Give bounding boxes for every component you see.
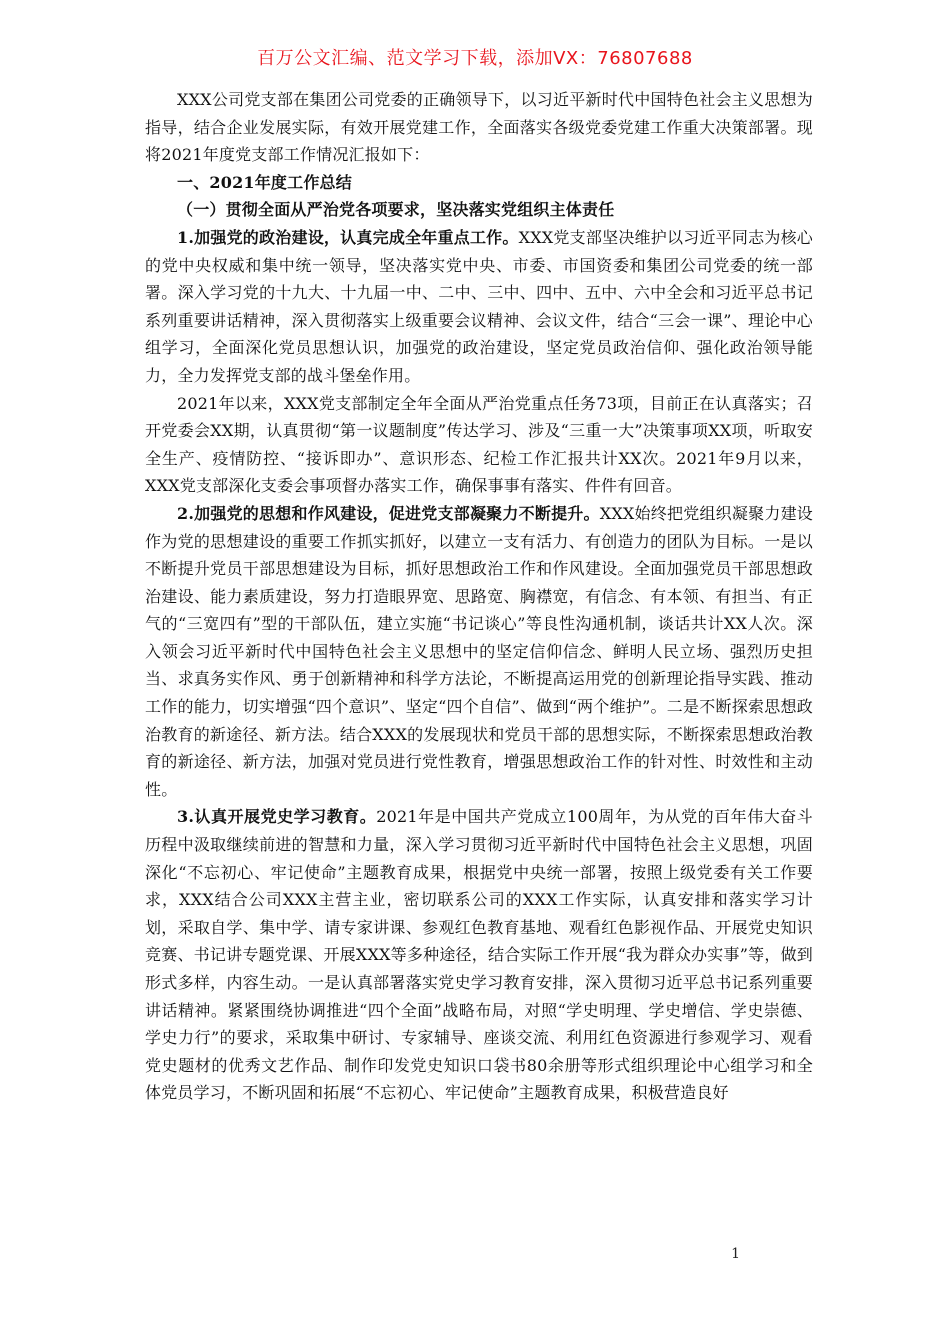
document-body: [145, 86, 813, 1107]
item3-lead: 3.认真开展党史学习教育。: [177, 807, 377, 827]
item2-lead: 2.加强党的思想和作风建设，促进党支部凝聚力不断提升。: [177, 503, 600, 523]
item2-paragraph: [145, 500, 813, 804]
header-banner: 百万公文汇编、范文学习下载，添加VX：76807688: [257, 48, 693, 69]
item3-body: 2021年是中国共产党成立100周年，为从党的百年伟大奋斗历程中汲取继续前进的智慧和力量，深入学习贯彻习近平新时代中国特色社会主义思想，巩固深化“不忘初心、牢记使命”主题教育成果，根据党中央统一部署，按照上级党委有关工作要求，XXX结合公司XXX主营主业，密切联系公司的XXX工作实际，认真安排和落实学习计划，采取自学、集中学、请专家讲课、参观红色教育基地、观看红色影视作品、开展党史知识竞赛、书记讲专题党课、开展XXX等多种途径，结合实际工作开展“我为群众办实事”等，做到形式多样，内容生动。一是认真部署落实党史学习教育安排，深入贯彻习近平总书记系列重要讲话精神。紧紧围绕协调推进“四个全面”战略布局，对照“学史明理、学史增信、学史崇德、学史力行”的要求，采取集中研讨、专家辅导、座谈交流、利用红色资源进行参观学习、观看党史题材的优秀文艺作品、制作印发党史知识口袋书80余册等形式组织理论中心组学习和全体党员学习，不断巩固和拓展“不忘初心、牢记使命”主题教育成果，积极营造良好: [145, 807, 813, 1103]
subsection-heading: （一）贯彻全面从严治党各项要求，坚决落实党组织主体责任: [177, 200, 615, 220]
item2-body: XXX始终把党组织凝聚力建设作为党的思想建设的重要工作抓实抓好，以建立一支有活力、有创造力的团队为目标。一是以不断提升党员干部思想建设为目标，抓好思想政治工作和作风建设。全面加强党员干部思想政治建设、能力素质建设，努力打造眼界宽、思路宽、胸襟宽，有信念、有本领、有担当、有正气的“三宽四有”型的干部队伍，建立实施“书记谈心”等良性沟通机制，谈话共计XX人次。深入领会习近平新时代中国特色社会主义思想中的坚定信仰信念、鲜明人民立场、强烈历史担当、求真务实作风、勇于创新精神和科学方法论，不断提高运用党的创新理论指导实践、推动工作的能力，切实增强“四个意识”、坚定“四个自信”、做到“两个维护”。二是不断探索思想政治教育的新途径、新方法。结合XXX的发展现状和党员干部的思想实际，不断探索思想政治教育的新途径、新方法，加强对党员进行党性教育，增强思想政治工作的针对性、时效性和主动性。: [145, 503, 813, 799]
item1-lead: 1.加强党的政治建设，认真完成全年重点工作。: [177, 227, 519, 247]
item1-paragraph-2: 2021年以来，XXX党支部制定全年全面从严治党重点任务73项，目前正在认真落实；召开党委会XX期，认真贯彻“第一议题制度”传达学习、涉及“三重一大”决策事项XX项，听取安全生产、疫情防控、“接诉即办”、意识形态、纪检工作汇报共计XX次。2021年9月以来，XXX党支部深化支委会事项督办落实工作，确保事事有落实、件件有回音。: [145, 393, 813, 496]
page-number: 1: [731, 1246, 740, 1262]
item1-body: XXX党支部坚决维护以习近平同志为核心的党中央权威和集中统一领导，坚决落实党中央、市委、市国资委和集团公司党委的统一部署。深入学习党的十九大、十九届一中、二中、三中、四中、五中、六中全会和习近平总书记系列重要讲话精神，深入贯彻落实上级重要会议精神、会议文件，结合“三会一课”、理论中心组学习，全面深化党员思想认识，加强党的政治建设，坚定党员政治信仰、强化政治领导能力，全力发挥党支部的战斗堡垒作用。: [145, 227, 813, 385]
section-heading: 一、2021年度工作总结: [177, 172, 352, 192]
item3-paragraph: [145, 803, 813, 1107]
intro-paragraph: XXX公司党支部在集团公司党委的正确领导下，以习近平新时代中国特色社会主义思想为指导，结合企业发展实际，有效开展党建工作，全面落实各级党委党建工作重大决策部署。现将2021年度党支部工作情况汇报如下：: [145, 90, 813, 165]
item1-paragraph: [145, 224, 813, 390]
